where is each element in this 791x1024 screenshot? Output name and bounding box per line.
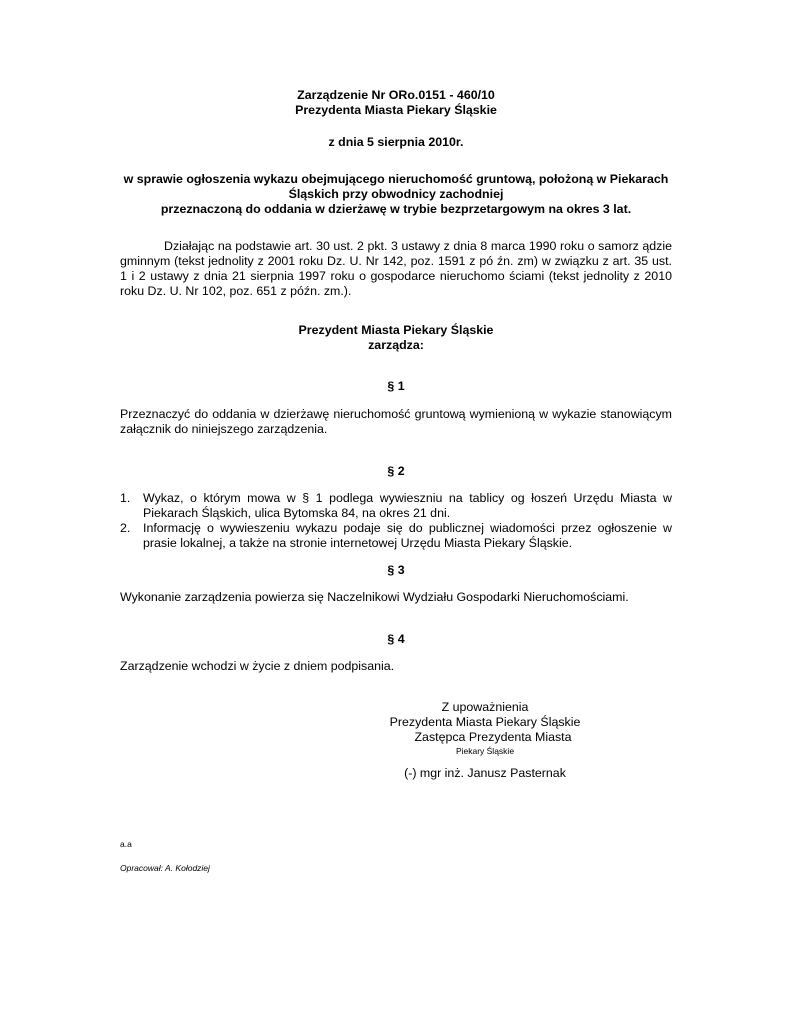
document-date: z dnia 5 sierpnia 2010r.: [328, 135, 464, 149]
subject-line-2: Śląskich przy obwodnicy zachodniej: [288, 187, 504, 201]
list-item: [120, 491, 672, 521]
title-line-1: Zarządzenie Nr ORo.0151 - 460/10: [297, 88, 495, 102]
section-2-heading: § 2: [387, 464, 405, 478]
decree-line-1: Prezydent Miasta Piekary Śląskie: [298, 323, 494, 337]
document-subject: [120, 172, 672, 217]
footer-prepared-by: Opracował: A. Kołodziej: [120, 863, 210, 873]
signatory-name: (-) mgr inż. Janusz Pasternak: [404, 766, 566, 780]
list-item-text: Informację o wywieszeniu wykazu podaje się do publicznej wiadomości przez ogłoszenie w prasie lokalnej, a także na stronie internetowej Urzędu Miasta Piekary Śląskie.: [143, 521, 672, 550]
list-item-number: 2.: [120, 521, 131, 535]
signature-line-2: Prezydenta Miasta Piekary Śląskie: [389, 715, 581, 729]
section-4-heading: § 4: [387, 632, 405, 646]
list-item-number: 1.: [120, 491, 131, 505]
title-line-2: Prezydenta Miasta Piekary Śląskie: [295, 103, 497, 117]
section-1-heading: § 1: [387, 379, 405, 393]
subject-line-3: przeznaczoną do oddania w dzierżawę w trybie bezprzetargowym na okres 3 lat.: [160, 202, 632, 216]
section-3-text: Wykonanie zarządzenia powierza się Naczelnikowi Wydziału Gospodarki Nieruchomościami.: [120, 590, 629, 604]
section-2-list: [120, 491, 672, 551]
signature-line-4: Piekary Śląskie: [455, 746, 515, 756]
subject-line-1: w sprawie ogłoszenia wykazu obejmującego nieruchomość gruntową, położoną w Piekarach: [123, 172, 669, 186]
section-1-text: Przeznaczyć do oddania w dzierżawę nieruchomość gruntową wymienioną w wykazie stanowiącym załącznik do niniejszego zarządzenia.: [120, 407, 672, 436]
section-4-text: Zarządzenie wchodzi w życie z dniem podpisania.: [120, 659, 395, 673]
signature-line-3: Zastępca Prezydenta Miasta: [414, 730, 572, 744]
list-item-text: Wykaz, o którym mowa w § 1 podlega wywieszniu na tablicy og łoszeń Urzędu Miasta w Piekarach Śląskich, ulica Bytomska 84, na okres 21 dni.: [143, 491, 672, 520]
preamble-paragraph: Działając na podstawie art. 30 ust. 2 pkt. 3 ustawy z dnia 8 marca 1990 roku o samorz ądzie gminnym (tekst jednolity z 2001 roku Dz. U. Nr 142, poz. 1591 z pó źn. zm) w związku z art. 35 ust. 1 i 2 ustawy z dnia 21 sierpnia 1997 roku o gospodarce nieruchomo ściami (tekst jednolity z 2010 roku Dz. U. Nr 102, poz. 651 z późn. zm.).: [120, 239, 672, 298]
section-3-heading: § 3: [387, 563, 405, 577]
document-title: [120, 88, 672, 118]
decree-line-2: zarządza:: [368, 338, 424, 352]
signature-block: [380, 700, 590, 781]
footer-initials: a.a: [120, 839, 132, 849]
signature-line-1: Z upoważnienia: [441, 700, 529, 714]
list-item: [120, 521, 672, 551]
decree-heading: [120, 323, 672, 353]
